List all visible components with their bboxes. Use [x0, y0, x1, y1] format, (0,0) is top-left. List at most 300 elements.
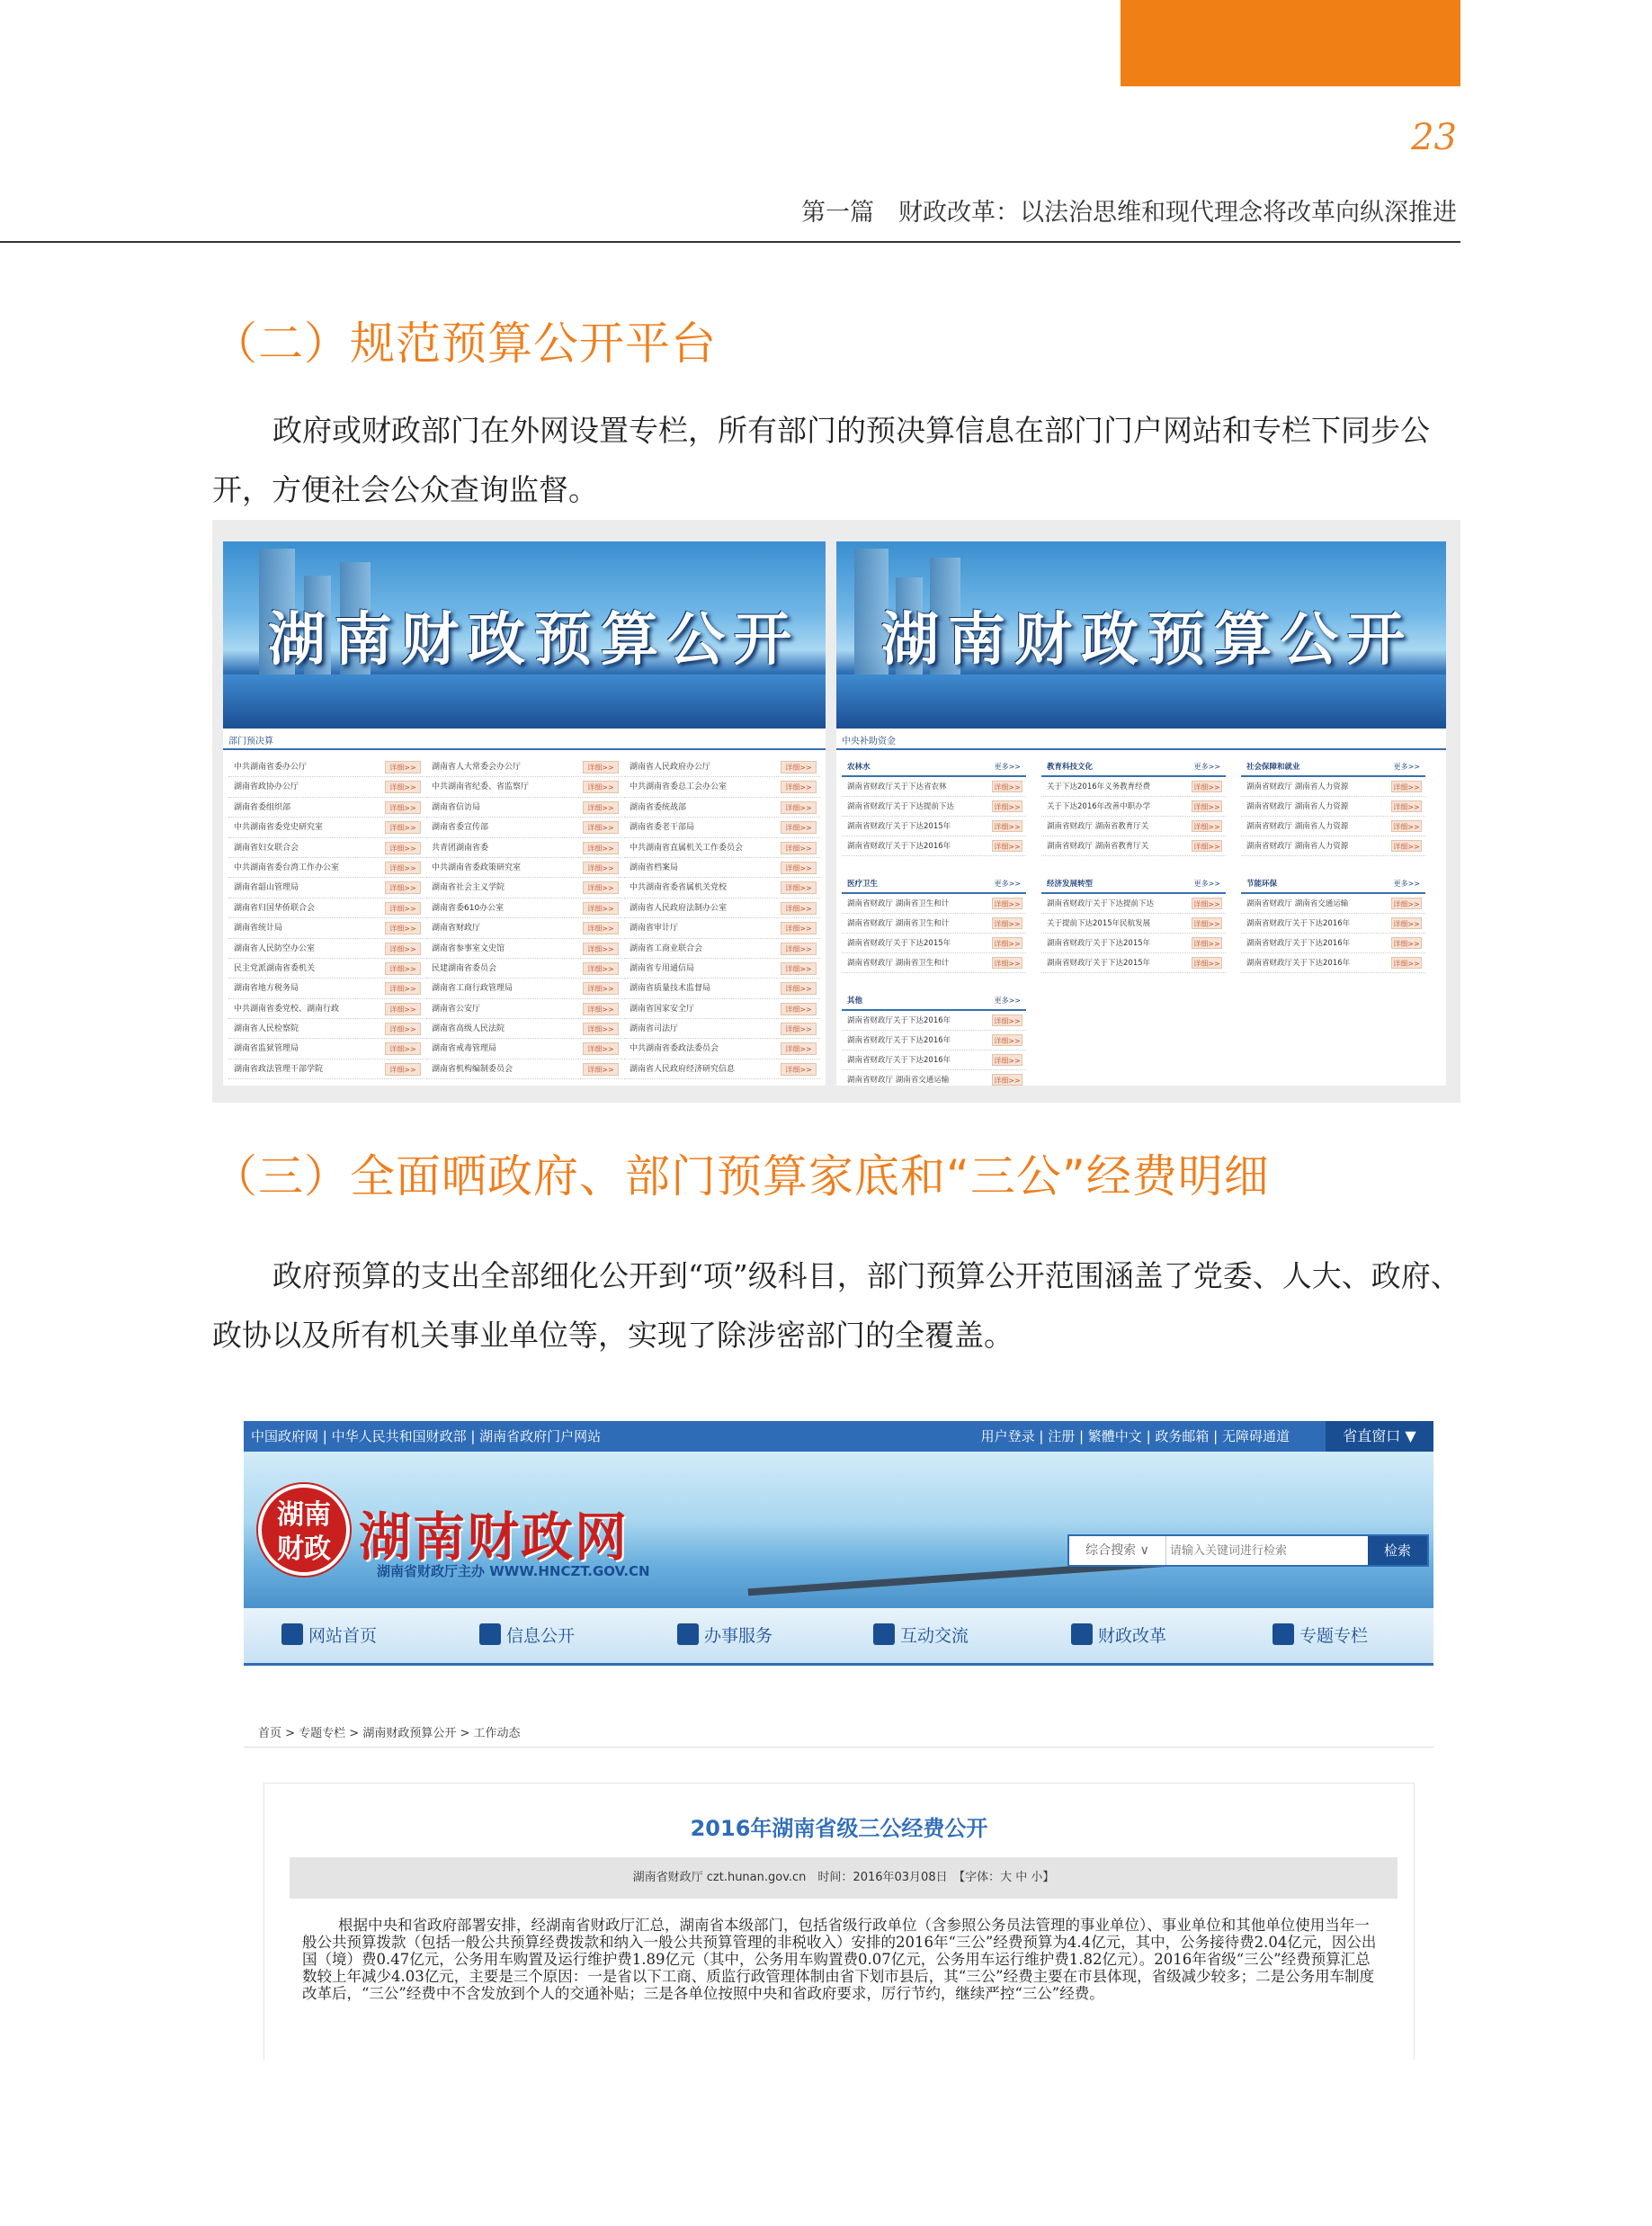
subsidy-item[interactable] — [1041, 836, 1226, 856]
detail-button[interactable]: 详细>> — [583, 1063, 619, 1076]
detail-button[interactable]: 详细>> — [385, 1003, 421, 1015]
detail-button[interactable]: 详细>> — [992, 820, 1022, 832]
subsidy-item[interactable] — [842, 894, 1026, 914]
group-title: 教育科技文化 — [1047, 763, 1094, 772]
detail-button[interactable]: 详细>> — [781, 1023, 817, 1035]
dept-name: 湖南省人民政府经济研究信息 — [630, 1064, 736, 1074]
subsidy-item[interactable] — [1041, 914, 1226, 934]
dept-name: 湖南省国家安全厅 — [630, 1004, 695, 1014]
detail-button[interactable]: 详细>> — [583, 902, 619, 915]
detail-button[interactable]: 详细>> — [385, 902, 421, 915]
article-meta: 湖南省财政厅 czt.hunan.gov.cn 时间：2016年03月08日 【字体：大 中 小】 — [290, 1857, 1398, 1899]
dept-row[interactable] — [426, 1039, 622, 1059]
subsidy-group — [842, 874, 1026, 973]
more-link[interactable]: 更多>> — [1393, 763, 1420, 771]
dept-row[interactable] — [426, 979, 622, 998]
site-header — [244, 1452, 1433, 1608]
group-header — [842, 991, 1026, 1011]
region-window-button[interactable]: 省直窗口 ▼ — [1326, 1421, 1433, 1452]
subsidy-group — [1241, 874, 1425, 973]
dept-name: 湖南省政协办公厅 — [234, 782, 299, 792]
dept-name: 湖南省工商业联合会 — [630, 943, 703, 953]
detail-button[interactable]: 详细>> — [385, 842, 421, 854]
subsidy-item-title: 湖南省财政厅 湖南省卫生和计 — [847, 959, 950, 968]
detail-button[interactable]: 详细>> — [583, 962, 619, 975]
more-link[interactable]: 更多>> — [1393, 880, 1420, 888]
subsidy-item[interactable] — [1241, 914, 1425, 934]
detail-button[interactable]: 详细>> — [385, 801, 421, 814]
detail-button[interactable]: 详细>> — [992, 917, 1022, 929]
subsidy-item-title: 湖南省财政厅 湖南省交通运输 — [1246, 899, 1349, 908]
detail-button[interactable]: 详细>> — [385, 1063, 421, 1076]
article-body: 根据中央和省政府部署安排，经湖南省财政厅汇总，湖南省本级部门，包括省级行政单位（含参照公务员法管理的事业单位）、事业单位和其他单位使用当年一般公共预算拨款（包括一般公共预算经费拨款和纳入一般公共预算管理的非税收入）安排的2016年“三公”经费预算为4.4亿元，其中，公务接待费2.04亿元，因公出国（境）费0.47亿元，公务用车购置及运行维护费1.89亿元（其中，公务用车购置费0.07亿元，公务用车运行维护费1.82亿元）。2016年省级“三公”经费预算汇总数较上年减少4.03亿元，主要是三个原因：一是省以下工商、质监行政管理体制由省下划市县后，其“三公”经费主要在市县体现，省级减少较多；二是公务用车制度改革后，“三公”经费中不含发放到个人的交通补贴；三是各单位按照中央和省政府要求，厉行节约，继续严控“三公”经费。 — [302, 1917, 1377, 2002]
detail-button[interactable]: 详细>> — [781, 902, 817, 915]
dept-row[interactable] — [228, 777, 424, 797]
dept-row[interactable] — [624, 939, 820, 959]
detail-button[interactable]: 详细>> — [992, 1054, 1022, 1066]
detail-button[interactable]: 详细>> — [583, 1042, 619, 1055]
nav-finance-reform[interactable] — [1071, 1623, 1166, 1647]
subsidy-item[interactable] — [1041, 777, 1226, 797]
group-header — [1041, 757, 1226, 777]
detail-button[interactable]: 详细>> — [781, 943, 817, 955]
detail-button[interactable]: 详细>> — [781, 801, 817, 814]
running-header: 第一篇 财政改革：以法治思维和现代理念将改革向纵深推进 — [801, 199, 1457, 227]
dept-row[interactable] — [624, 918, 820, 938]
detail-button[interactable]: 详细>> — [385, 862, 421, 874]
site-subtitle: 湖南省财政厅主办 WWW.HNCZT.GOV.CN — [377, 1563, 650, 1579]
detail-button[interactable]: 详细>> — [1192, 840, 1222, 852]
dept-row[interactable] — [426, 999, 622, 1019]
dept-name: 湖南省参事室文史馆 — [432, 943, 505, 953]
detail-button[interactable]: 详细>> — [583, 842, 619, 854]
banner-left — [223, 541, 826, 729]
dept-name: 中共湖南省委台湾工作办公室 — [234, 863, 340, 872]
subsidy-item[interactable] — [842, 914, 1026, 934]
subsidy-item-title: 湖南省财政厅 湖南省人力资源 — [1246, 782, 1349, 791]
dept-row[interactable] — [624, 1039, 820, 1059]
section-label: 中央补助资金 — [836, 734, 1446, 750]
detail-button[interactable]: 详细>> — [1192, 957, 1222, 969]
more-link[interactable]: 更多>> — [1193, 880, 1220, 888]
subsidy-item-title: 关于提前下达2015年民航发展 — [1047, 919, 1151, 928]
banner-right — [836, 541, 1446, 729]
dept-name: 湖南省信访局 — [432, 802, 481, 812]
dept-row[interactable] — [228, 979, 424, 998]
group-header — [1241, 874, 1425, 894]
detail-button[interactable]: 详细>> — [781, 881, 817, 894]
subsidy-group — [842, 991, 1026, 1086]
dept-row[interactable] — [228, 1039, 424, 1059]
detail-button[interactable]: 详细>> — [1192, 917, 1222, 929]
dept-name: 湖南省监狱管理局 — [234, 1044, 299, 1054]
site-seal-logo: 湖南 财政 — [258, 1484, 350, 1576]
dept-row[interactable] — [228, 959, 424, 979]
subsidy-item-title: 湖南省财政厅关于下达提前下达 — [847, 802, 955, 811]
dept-name: 湖南省司法厅 — [630, 1024, 679, 1034]
dept-name: 中共湖南省纪委、省监察厅 — [432, 782, 530, 792]
dept-name: 湖南省委老干部局 — [630, 823, 695, 833]
dept-name: 湖南省人民防空办公室 — [234, 943, 316, 953]
detail-button[interactable]: 详细>> — [992, 1015, 1022, 1026]
top-links-left[interactable]: 中国政府网 | 中华人民共和国财政部 | 湖南省政府门户网站 — [251, 1428, 602, 1444]
detail-button[interactable]: 详细>> — [992, 957, 1022, 969]
dept-name: 湖南省公安厅 — [432, 1004, 481, 1014]
detail-button[interactable]: 详细>> — [583, 1003, 619, 1015]
detail-button[interactable]: 详细>> — [781, 1042, 817, 1055]
detail-button[interactable]: 详细>> — [1391, 937, 1422, 949]
page-number: 23 — [1411, 117, 1457, 158]
nav-info-disclosure[interactable] — [479, 1623, 575, 1647]
detail-button[interactable]: 详细>> — [385, 982, 421, 995]
detail-button[interactable]: 详细>> — [781, 962, 817, 975]
dept-row[interactable] — [426, 798, 622, 818]
image-icon — [1272, 1623, 1294, 1645]
subsidy-item[interactable] — [1241, 953, 1425, 973]
nav-label: 财政改革 — [1098, 1626, 1167, 1646]
subsidy-item[interactable] — [1241, 836, 1425, 856]
more-link[interactable]: 更多>> — [994, 880, 1021, 888]
subsidy-item-title: 湖南省财政厅 湖南省教育厅关 — [1047, 842, 1149, 851]
dept-row[interactable] — [228, 878, 424, 898]
detail-button[interactable]: 详细>> — [781, 982, 817, 995]
subsidy-item[interactable] — [1241, 934, 1425, 953]
subsidy-group — [1041, 874, 1226, 973]
dept-name: 民主党派湖南省委机关 — [234, 963, 316, 973]
detail-button[interactable]: 详细>> — [583, 1023, 619, 1035]
detail-button[interactable]: 详细>> — [1391, 820, 1422, 832]
dept-name: 中共湖南省委省属机关党校 — [630, 883, 728, 893]
subsidy-item-title: 湖南省财政厅关于下达省农林 — [847, 782, 947, 791]
nav-interaction[interactable] — [873, 1623, 969, 1647]
detail-button[interactable]: 详细>> — [781, 1063, 817, 1076]
subsidy-item-title: 湖南省财政厅关于下达2016年 — [1246, 959, 1351, 968]
banner-title: 湖南财政预算公开 — [268, 606, 800, 674]
subsidy-group — [842, 757, 1026, 856]
detail-button[interactable]: 详细>> — [583, 821, 619, 834]
group-title: 医疗卫生 — [847, 880, 879, 889]
detail-button[interactable]: 详细>> — [781, 922, 817, 934]
dept-name: 湖南省统计局 — [234, 924, 283, 934]
dept-row[interactable] — [426, 939, 622, 959]
detail-button[interactable]: 详细>> — [583, 862, 619, 874]
dept-name: 湖南省人民政府办公厅 — [630, 763, 711, 772]
dept-row[interactable] — [624, 999, 820, 1019]
detail-button[interactable]: 详细>> — [781, 781, 817, 793]
dept-row[interactable] — [426, 777, 622, 797]
dept-name: 民建湖南省委员会 — [432, 963, 497, 973]
subsidy-item[interactable] — [842, 817, 1026, 836]
dept-name: 湖南省档案局 — [630, 863, 679, 872]
search-category-select[interactable]: 综合搜索 ∨ — [1069, 1536, 1166, 1565]
detail-button[interactable]: 详细>> — [1192, 937, 1222, 949]
subsidy-item[interactable] — [1041, 953, 1226, 973]
subsidy-item-title: 湖南省财政厅关于下达2016年 — [1246, 939, 1351, 948]
dept-row[interactable] — [624, 757, 820, 777]
group-title: 其他 — [847, 997, 863, 1006]
detail-button[interactable]: 详细>> — [992, 1034, 1022, 1046]
detail-button[interactable]: 详细>> — [385, 1023, 421, 1035]
dept-row[interactable] — [624, 1019, 820, 1039]
dept-row[interactable] — [624, 1059, 820, 1079]
dept-row[interactable] — [228, 999, 424, 1019]
subsidy-item[interactable] — [842, 1050, 1026, 1070]
subsidy-item[interactable] — [842, 797, 1026, 817]
subsidy-item-title: 湖南省财政厅 湖南省卫生和计 — [847, 919, 950, 928]
subsidy-item[interactable] — [842, 1031, 1026, 1050]
dept-name: 湖南省归国华侨联合会 — [234, 903, 316, 913]
detail-button[interactable]: 详细>> — [385, 922, 421, 934]
detail-button[interactable]: 详细>> — [385, 1042, 421, 1055]
dept-name: 湖南省工商行政管理局 — [432, 984, 513, 994]
subsidy-item-title: 湖南省财政厅关于下达2016年 — [847, 1056, 951, 1065]
detail-button[interactable]: 详细>> — [583, 982, 619, 995]
subsidy-item-title: 湖南省财政厅 湖南省卫生和计 — [847, 899, 950, 908]
site-name: 湖南财政网 — [359, 1506, 630, 1568]
subsidy-item[interactable] — [842, 953, 1026, 973]
subsidy-item-title: 湖南省财政厅关于下达2015年 — [1047, 939, 1151, 948]
subsidy-item-title: 湖南省财政厅 湖南省教育厅关 — [1047, 822, 1149, 831]
search-button[interactable]: 检索 — [1368, 1536, 1427, 1565]
subsidy-item[interactable] — [842, 777, 1026, 797]
subsidy-item-title: 湖南省财政厅关于下达2015年 — [1047, 959, 1151, 968]
subsidy-group — [1041, 757, 1226, 856]
dept-name: 湖南省委宣传部 — [432, 823, 489, 833]
subsidy-item[interactable] — [1241, 817, 1425, 836]
group-header — [1041, 874, 1226, 894]
breadcrumb-divider — [244, 1747, 1433, 1748]
dept-row[interactable] — [624, 959, 820, 979]
dept-name: 湖南省委610办公室 — [432, 903, 505, 913]
dept-row[interactable] — [228, 1019, 424, 1039]
detail-button[interactable]: 详细>> — [992, 840, 1022, 852]
search-input[interactable] — [1170, 1538, 1359, 1563]
file-icon — [677, 1623, 699, 1645]
subsidy-item-title: 湖南省财政厅关于下达2015年 — [847, 822, 951, 831]
detail-button[interactable]: 详细>> — [1192, 898, 1222, 909]
dept-row[interactable] — [426, 838, 622, 858]
nav-label: 专题专栏 — [1299, 1626, 1369, 1646]
article-title: 2016年湖南省级三公经费公开 — [690, 1816, 988, 1841]
dept-budget-panel — [223, 541, 826, 1086]
detail-button[interactable]: 详细>> — [992, 898, 1022, 909]
detail-button[interactable]: 详细>> — [1192, 781, 1222, 792]
dept-row[interactable] — [228, 757, 424, 777]
subsidy-item[interactable] — [1241, 894, 1425, 914]
subsidy-item[interactable] — [842, 1011, 1026, 1031]
central-subsidy-panel — [836, 541, 1446, 1086]
detail-button[interactable]: 详细>> — [1391, 957, 1422, 969]
dept-row[interactable] — [426, 1019, 622, 1039]
detail-button[interactable]: 详细>> — [781, 761, 817, 773]
subsidy-item-title: 湖南省财政厅关于下达提前下达 — [1047, 899, 1155, 908]
subsidy-item-title: 湖南省财政厅关于下达2015年 — [847, 939, 951, 948]
subsidy-item-title: 湖南省财政厅关于下达2016年 — [1246, 919, 1351, 928]
home-icon — [281, 1623, 303, 1645]
detail-button[interactable]: 详细>> — [583, 781, 619, 793]
dept-row[interactable] — [426, 818, 622, 837]
section-3-title: （三）全面晒政府、部门预算家底和“三公”经费明细 — [212, 1150, 1270, 1202]
dept-name: 湖南省妇女联合会 — [234, 843, 299, 853]
detail-button[interactable]: 详细>> — [781, 1003, 817, 1015]
document-icon — [479, 1623, 501, 1645]
group-title: 经济发展转型 — [1047, 880, 1094, 889]
detail-button[interactable]: 详细>> — [781, 821, 817, 834]
nav-label: 信息公开 — [506, 1626, 576, 1646]
detail-button[interactable]: 详细>> — [1391, 898, 1422, 909]
chat-icon — [873, 1623, 895, 1645]
subsidy-item-title: 湖南省财政厅 湖南省人力资源 — [1246, 822, 1349, 831]
dept-row[interactable] — [228, 918, 424, 938]
detail-button[interactable]: 详细>> — [583, 801, 619, 814]
detail-button[interactable]: 详细>> — [992, 800, 1022, 812]
breadcrumb[interactable]: 首页 > 专题专栏 > 湖南财政预算公开 > 工作动态 — [258, 1727, 521, 1740]
dept-name: 湖南省戒毒管理局 — [432, 1044, 497, 1054]
detail-button[interactable]: 详细>> — [385, 821, 421, 834]
nav-home[interactable] — [281, 1623, 377, 1647]
more-link[interactable]: 更多>> — [994, 763, 1021, 771]
detail-button[interactable]: 详细>> — [385, 943, 421, 955]
article-card — [263, 1783, 1415, 2060]
dept-row[interactable] — [228, 798, 424, 818]
dept-row[interactable] — [426, 858, 622, 878]
detail-button[interactable]: 详细>> — [385, 962, 421, 975]
dept-name: 湖南省质量技术监督局 — [630, 984, 711, 994]
subsidy-item-title: 关于下达2016年改善中职办学 — [1047, 802, 1151, 811]
dept-name: 湖南省地方税务局 — [234, 984, 299, 994]
more-link[interactable]: 更多>> — [994, 997, 1021, 1005]
subsidy-item-title: 关于下达2016年义务教育经费 — [1047, 782, 1151, 791]
dept-row[interactable] — [228, 1059, 424, 1079]
nav-special-topics[interactable] — [1272, 1623, 1368, 1647]
dept-row[interactable] — [624, 878, 820, 898]
dept-column — [624, 757, 820, 1079]
detail-button[interactable]: 详细>> — [583, 922, 619, 934]
dept-name: 湖南省财政厅 — [432, 924, 481, 934]
nav-label: 互动交流 — [900, 1626, 969, 1646]
dept-row[interactable] — [624, 798, 820, 818]
detail-button[interactable]: 详细>> — [583, 881, 619, 894]
group-header — [842, 874, 1026, 894]
dept-name: 湖南省委组织部 — [234, 802, 291, 812]
dept-row[interactable] — [228, 939, 424, 959]
subsidy-item-title: 湖南省财政厅 湖南省人力资源 — [1246, 842, 1349, 851]
top-links-right[interactable]: 用户登录 | 注册 | 繁體中文 | 政务邮箱 | 无障碍通道 — [980, 1428, 1290, 1444]
dept-row[interactable] — [624, 898, 820, 918]
subsidy-item-title: 湖南省财政厅 湖南省交通运输 — [847, 1076, 950, 1085]
detail-button[interactable]: 详细>> — [992, 781, 1022, 792]
top-link-bar — [244, 1421, 1433, 1452]
subsidy-item[interactable] — [842, 836, 1026, 856]
subsidy-item[interactable] — [1241, 797, 1425, 817]
more-link[interactable]: 更多>> — [1193, 763, 1220, 771]
subsidy-item-title: 湖南省财政厅 湖南省人力资源 — [1246, 802, 1349, 811]
subsidy-item-title: 湖南省财政厅关于下达2016年 — [847, 1016, 951, 1025]
dept-row[interactable] — [624, 979, 820, 998]
group-title: 农林水 — [847, 763, 871, 772]
detail-button[interactable]: 详细>> — [583, 761, 619, 773]
dept-row[interactable] — [426, 918, 622, 938]
section-label: 部门预决算 — [223, 734, 826, 750]
group-header — [842, 757, 1026, 777]
dept-name: 湖南省人大常委会办公厅 — [432, 763, 522, 772]
nav-label: 网站首页 — [308, 1626, 378, 1646]
dept-row[interactable] — [228, 898, 424, 918]
dept-name: 共青团湖南省委 — [432, 843, 489, 853]
detail-button[interactable]: 详细>> — [1391, 781, 1422, 792]
detail-button[interactable]: 详细>> — [385, 781, 421, 793]
dept-row[interactable] — [426, 1059, 622, 1079]
dept-row[interactable] — [426, 757, 622, 777]
detail-button[interactable]: 详细>> — [781, 842, 817, 854]
dept-name: 湖南省社会主义学院 — [432, 883, 505, 893]
finance-website-screenshot — [244, 1421, 1433, 2060]
detail-button[interactable]: 详细>> — [992, 937, 1022, 949]
detail-button[interactable]: 详细>> — [1192, 820, 1222, 832]
subsidy-item[interactable] — [1041, 934, 1226, 953]
dept-row[interactable] — [624, 777, 820, 797]
dept-name: 湖南省专用通信局 — [630, 963, 695, 973]
detail-button[interactable]: 详细>> — [385, 881, 421, 894]
nav-services[interactable] — [677, 1623, 772, 1647]
dept-name: 湖南省机构编制委员会 — [432, 1064, 513, 1074]
group-header — [1241, 757, 1425, 777]
dept-row[interactable] — [426, 898, 622, 918]
dept-name: 湖南省韶山管理局 — [234, 883, 299, 893]
dept-row[interactable] — [624, 838, 820, 858]
dept-name: 湖南省政法管理干部学院 — [234, 1064, 324, 1074]
dept-name: 中共湖南省委党校、湖南行政 — [234, 1004, 340, 1014]
subsidy-item-title: 湖南省财政厅关于下达2016年 — [847, 1036, 951, 1045]
subsidy-item[interactable] — [1041, 817, 1226, 836]
detail-button[interactable]: 详细>> — [385, 761, 421, 773]
subsidy-item[interactable] — [1241, 777, 1425, 797]
dept-row[interactable] — [624, 858, 820, 878]
dept-row[interactable] — [624, 818, 820, 837]
dept-row[interactable] — [228, 858, 424, 878]
dept-column — [426, 757, 622, 1079]
detail-button[interactable]: 详细>> — [1391, 917, 1422, 929]
bookmark-icon — [1071, 1623, 1093, 1645]
banner-title: 湖南财政预算公开 — [881, 606, 1414, 674]
dept-name: 湖南省审计厅 — [630, 924, 679, 934]
dept-row[interactable] — [228, 838, 424, 858]
detail-button[interactable]: 详细>> — [583, 943, 619, 955]
subsidy-item[interactable] — [1041, 894, 1226, 914]
dept-name: 中共湖南省委办公厅 — [234, 763, 308, 772]
subsidy-item[interactable] — [1041, 797, 1226, 817]
detail-button[interactable]: 详细>> — [1192, 800, 1222, 812]
group-title: 社会保障和就业 — [1246, 763, 1300, 772]
detail-button[interactable]: 详细>> — [1391, 800, 1422, 812]
dept-name: 中共湖南省委党史研究室 — [234, 823, 324, 833]
detail-button[interactable]: 详细>> — [781, 862, 817, 874]
detail-button[interactable]: 详细>> — [1391, 840, 1422, 852]
dept-name: 湖南省人民政府法制办公室 — [630, 903, 728, 913]
subsidy-item[interactable] — [842, 934, 1026, 953]
subsidy-item[interactable] — [842, 1070, 1026, 1086]
dept-name: 中共湖南省委总工会办公室 — [630, 782, 728, 792]
dept-name: 湖南省人民检察院 — [234, 1024, 299, 1034]
search-bar — [1067, 1534, 1429, 1567]
section-2-paragraph: 政府或财政部门在外网设置专栏，所有部门的预决算信息在部门门户网站和专栏下同步公开，方便社会公众查询监督。 — [212, 413, 1430, 507]
dept-row[interactable] — [228, 818, 424, 837]
detail-button[interactable]: 详细>> — [992, 1074, 1022, 1086]
dept-row[interactable] — [426, 878, 622, 898]
dept-row[interactable] — [426, 959, 622, 979]
section-3-paragraph: 政府预算的支出全部细化公开到“项”级科目，部门预算公开范围涵盖了党委、人大、政府、政协以及所有机关事业单位等，实现了除涉密部门的全覆盖。 — [212, 1258, 1460, 1353]
dept-name: 湖南省高级人民法院 — [432, 1024, 505, 1034]
